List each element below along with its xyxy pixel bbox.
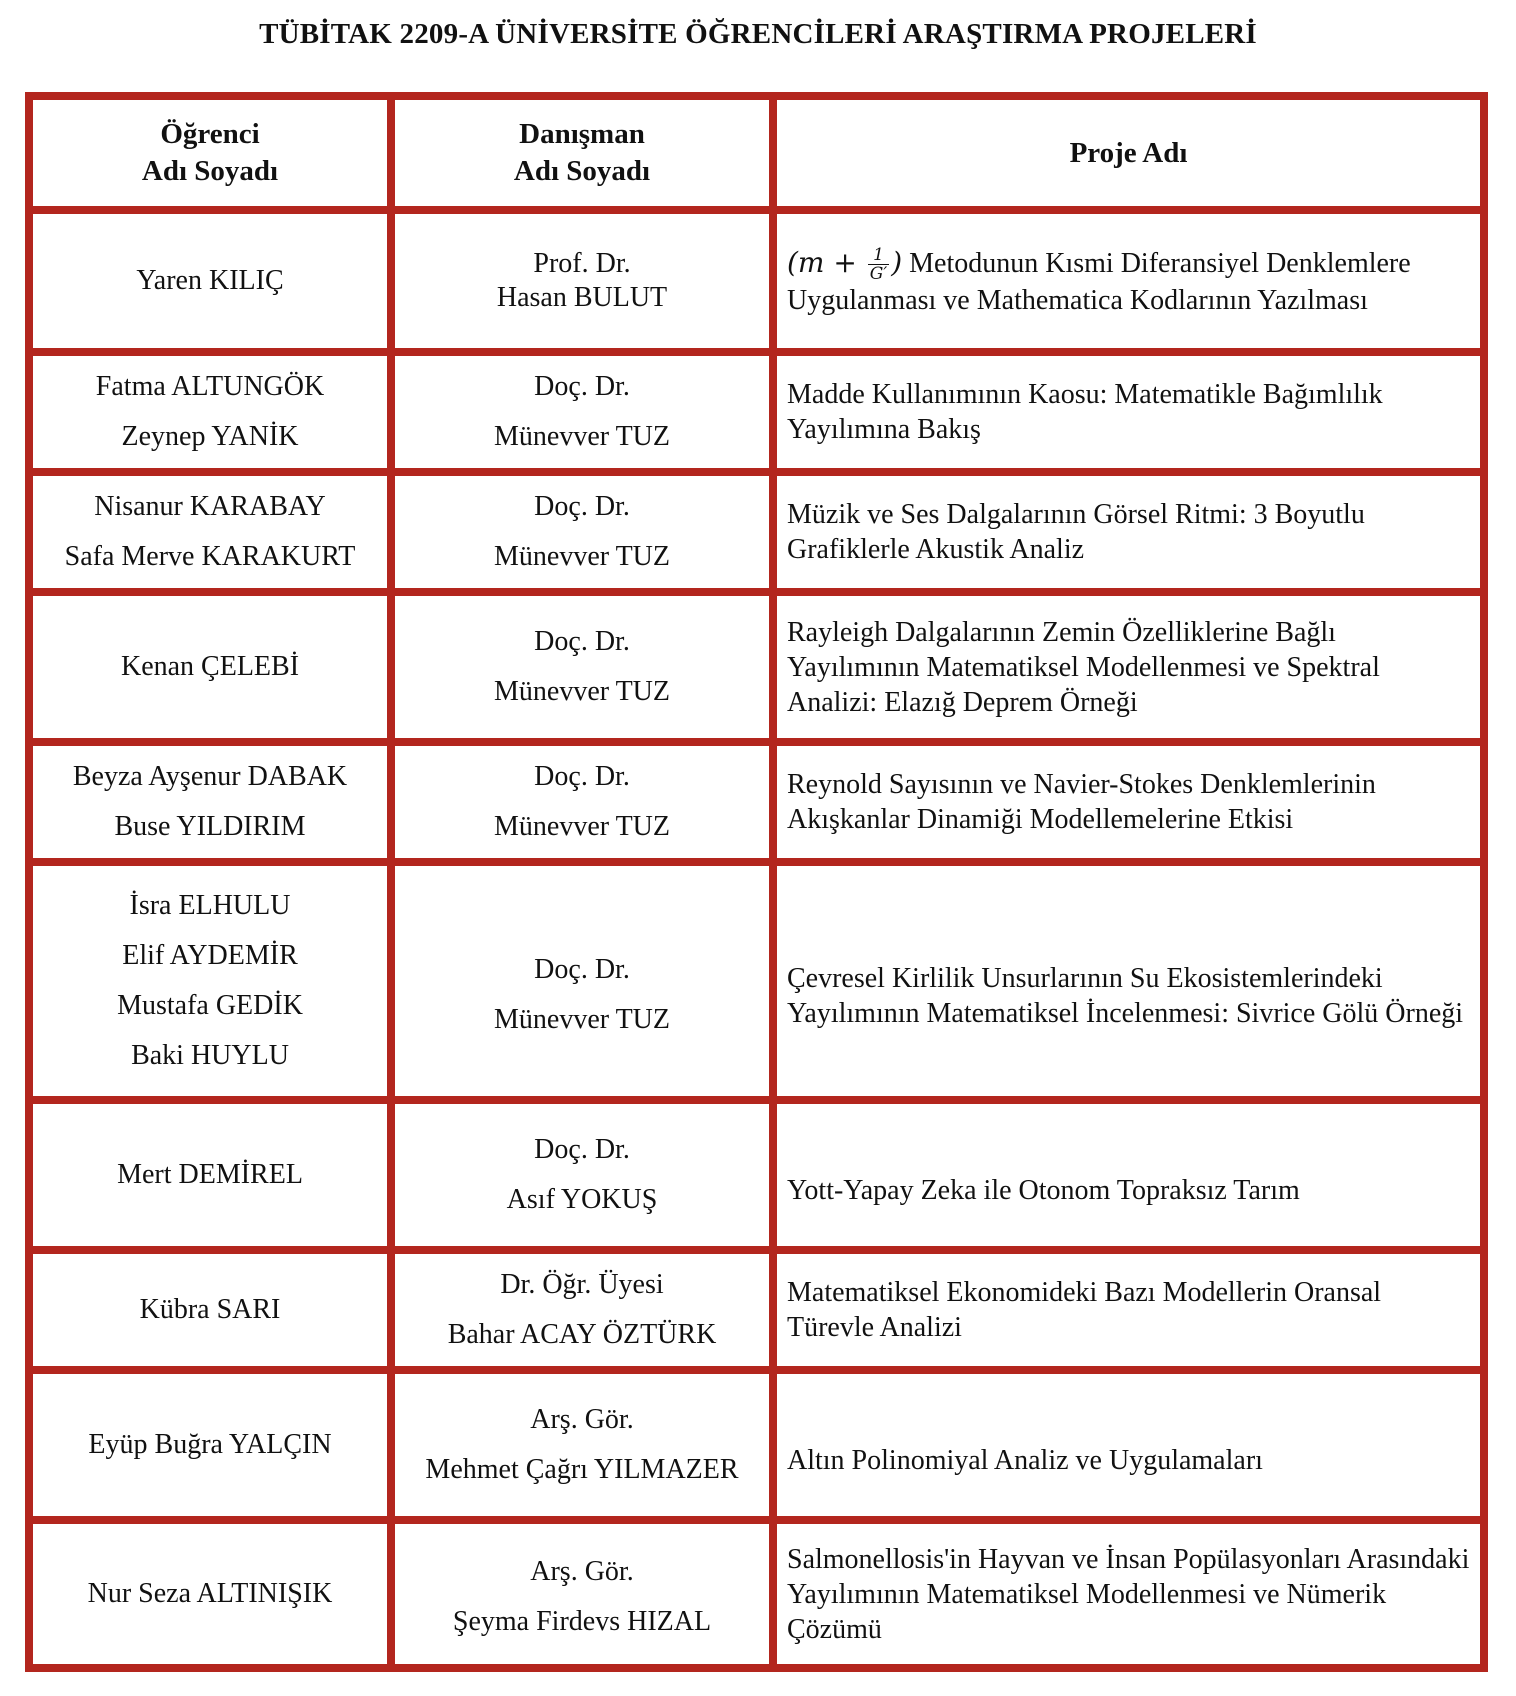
advisor-name: Hasan BULUT [496,282,668,313]
student-name: Nisanur KARABAY [94,491,326,522]
student-cell [29,592,391,742]
advisor-title: Doç. Dr. [534,371,630,402]
advisor-name: Mehmet Çağrı YILMAZER [425,1454,739,1485]
student-cell [29,352,391,472]
student-name: Eyüp Buğra YALÇIN [88,1429,332,1460]
student-name: Buse YILDIRIM [114,811,306,842]
advisor-title: Arş. Gör. [530,1404,634,1435]
advisor-name: Münevver TUZ [494,1004,670,1035]
advisor-name: Münevver TUZ [494,811,670,842]
student-name: Baki HUYLU [131,1040,289,1071]
student-name: Kübra SARI [139,1294,281,1325]
advisor-name: Şeyma Firdevs HIZAL [452,1606,712,1637]
advisor-cell [391,1100,773,1250]
projects-table [25,92,1488,1672]
student-name: Beyza Ayşenur DABAK [72,761,348,792]
page-title: TÜBİTAK 2209-A ÜNİVERSİTE ÖĞRENCİLERİ ARAŞTIRMA PROJELERİ [259,18,1257,50]
header-student-line2: Adı Soyadı [141,155,279,187]
advisor-cell [391,1370,773,1520]
table-row [29,742,1484,862]
formula-fraction [868,246,889,283]
advisor-cell [391,1250,773,1370]
advisor-name: Bahar ACAY ÖZTÜRK [447,1319,717,1350]
advisor-cell [391,742,773,862]
advisor-cell [391,592,773,742]
student-name: Zeynep YANİK [121,421,299,452]
project-formula [787,244,903,284]
header-advisor [391,96,773,210]
advisor-name: Münevver TUZ [494,421,670,452]
advisor-title: Doç. Dr. [534,1134,630,1165]
table-row [29,1520,1484,1668]
student-name: Safa Merve KARAKURT [64,541,356,572]
advisor-cell [391,472,773,592]
student-cell [29,862,391,1100]
student-name: Kenan ÇELEBİ [120,651,300,682]
student-name: Mustafa GEDİK [117,990,303,1021]
student-cell [29,1100,391,1250]
advisor-title: Arş. Gör. [530,1556,634,1587]
advisor-cell [391,352,773,472]
table-row [29,352,1484,472]
table-row [29,1100,1484,1250]
project-cell: Reynold Sayısının ve Navier-Stokes Denklemlerinin Akışkanlar Dinamiği Modellemelerine Etkisi [773,742,1484,862]
student-name: İsra ELHULU [129,890,291,921]
project-cell: Salmonellosis'in Hayvan ve İnsan Popülasyonları Arasındaki Yayılımının Matematiksel Modellenmesi ve Nümerik Çözümü [773,1520,1484,1668]
advisor-title: Doç. Dr. [534,491,630,522]
header-student-line1: Öğrenci [160,118,260,150]
project-cell: Rayleigh Dalgalarının Zemin Özelliklerine Bağlı Yayılımının Matematiksel Modellenmesi ve Spektral Analizi: Elazığ Deprem Örneği [773,592,1484,742]
table-row [29,1250,1484,1370]
advisor-title: Doç. Dr. [534,761,630,792]
header-project: Proje Adı [773,96,1484,210]
advisor-name: Münevver TUZ [494,541,670,572]
student-cell [29,1520,391,1668]
student-name: Nur Seza ALTINIŞIK [87,1578,333,1609]
student-cell [29,742,391,862]
project-cell: Çevresel Kirlilik Unsurlarının Su Ekosistemlerindeki Yayılımının Matematiksel İncelenmesi: Sivrice Gölü Örneği [773,862,1484,1100]
student-cell [29,1250,391,1370]
student-cell [29,472,391,592]
header-advisor-line1: Danışman [519,118,645,150]
table-header-row [29,96,1484,210]
project-cell: Matematiksel Ekonomideki Bazı Modellerin Oransal Türevle Analizi [773,1250,1484,1370]
advisor-title: Doç. Dr. [534,954,630,985]
advisor-cell [391,1520,773,1668]
project-cell: Madde Kullanımının Kaosu: Matematikle Bağımlılık Yayılımına Bakış [773,352,1484,472]
student-cell [29,1370,391,1520]
project-title: Metodunun Kısmi Diferansiyel Denklemlere Uygulanması ve Mathematica Kodlarının Yazılması [787,247,1411,316]
student-name: Mert DEMİREL [117,1159,303,1190]
table-row [29,210,1484,352]
advisor-cell [391,862,773,1100]
project-cell: Altın Polinomiyal Analiz ve Uygulamaları [773,1370,1484,1520]
header-advisor-line2: Adı Soyadı [513,155,651,187]
table-row [29,862,1484,1100]
student-name: Elif AYDEMİR [122,940,298,971]
header-student [29,96,391,210]
advisor-title: Prof. Dr. [533,248,631,279]
formula-denominator: G′ [869,263,888,284]
advisor-name: Münevver TUZ [494,676,670,707]
advisor-name: Asıf YOKUŞ [506,1184,658,1215]
advisor-title: Dr. Öğr. Üyesi [500,1269,664,1300]
formula-left: (m + [787,245,866,279]
formula-numerator: 1 [868,246,889,265]
project-cell [773,210,1484,352]
advisor-cell [391,210,773,352]
student-name: Fatma ALTUNGÖK [95,371,325,402]
table-row [29,1370,1484,1520]
student-cell [29,210,391,352]
project-cell: Yott-Yapay Zeka ile Otonom Topraksız Tarım [773,1100,1484,1250]
student-name: Yaren KILIÇ [136,265,284,296]
table-row [29,472,1484,592]
table-row [29,592,1484,742]
advisor-title: Doç. Dr. [534,626,630,657]
project-cell: Müzik ve Ses Dalgalarının Görsel Ritmi: 3 Boyutlu Grafiklerle Akustik Analiz [773,472,1484,592]
formula-right: ) [891,245,903,279]
